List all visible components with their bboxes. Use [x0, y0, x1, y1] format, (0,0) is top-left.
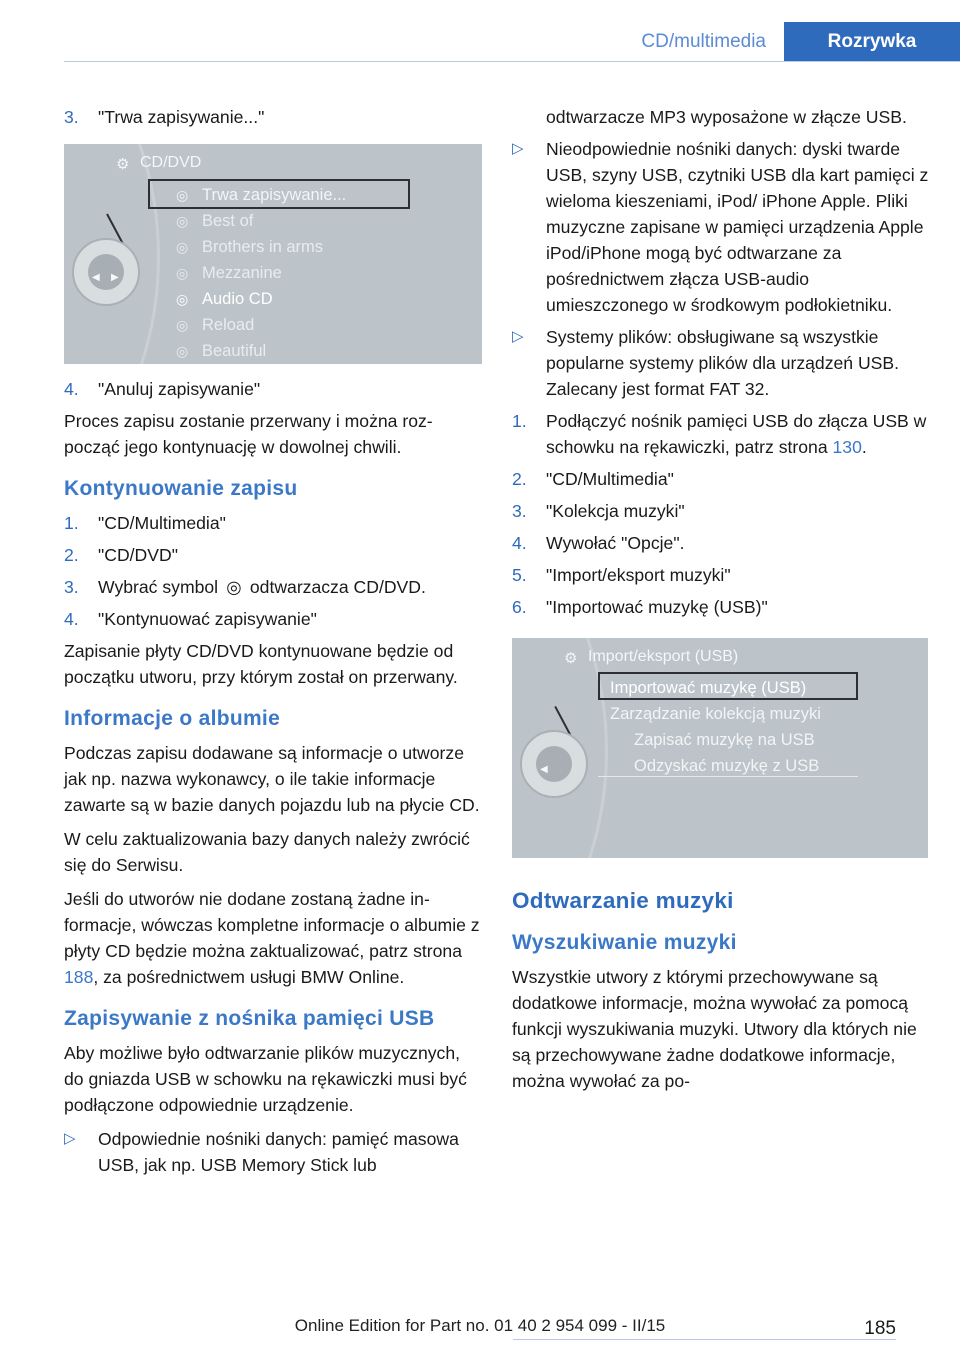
step-text: .: [861, 437, 867, 457]
paragraph: W celu zaktualizowania bazy danych należy zwrócić się do Serwisu.: [64, 829, 470, 875]
step-number: 3.: [512, 501, 527, 521]
menu-row[interactable]: [176, 182, 346, 208]
menu-row[interactable]: [176, 234, 323, 260]
paragraph-text: Jeśli do utworów nie dodane zostaną żadne informacje, wówczas kompletne informacje o albumie z płyty CD będzie można zaktualizować, patrz strona: [64, 889, 480, 961]
step-text: "CD/Multimedia": [546, 469, 674, 489]
step-item: [512, 530, 930, 556]
step-text: "Trwa zapisywanie...": [98, 107, 265, 127]
step-number: 1.: [512, 411, 527, 431]
paragraph: [64, 886, 482, 990]
step-text: "Anuluj zapisywanie": [98, 379, 261, 399]
screen-title: Import/eksport (USB): [588, 648, 739, 665]
bullet-triangle-icon: ▷: [512, 328, 524, 345]
bullet-text: Systemy plików: obsługiwane są wszystkie popularne systemy plików dla urządzeń USB. Zalecany jest format FAT 32.: [546, 327, 900, 399]
menu-row-label: Odzyskać muzykę z USB: [634, 757, 820, 775]
step-number: 3.: [64, 107, 79, 127]
album-icon: ◎: [176, 213, 189, 229]
usb-import-screenshot: [512, 638, 928, 858]
paragraph: Aby możliwe było odtwarzanie plików muzycznych, do gniazda USB w schowku na rękawiczki musi być podłączone odpowiednie urządzenie.: [64, 1043, 467, 1115]
bullet-triangle-icon: ▷: [512, 140, 524, 157]
step-item: [64, 606, 482, 632]
step-number: 3.: [64, 577, 79, 597]
bullet-item: [512, 136, 930, 318]
step-text: Wywołać "Opcje".: [546, 533, 685, 553]
step-item: [64, 376, 482, 402]
menu-row[interactable]: [176, 208, 253, 234]
right-column: [512, 104, 930, 1102]
album-icon: ◎: [176, 343, 189, 359]
page-link[interactable]: 130: [832, 437, 862, 457]
page-link[interactable]: 188: [64, 967, 94, 987]
menu-row-label: Reload: [202, 316, 255, 334]
bullet-text: Nieodpowiednie nośniki danych: dyski twarde USB, szyny USB, czytniki USB dla kart pamięci z wieloma kieszeniami, iPod/ iPhone Apple. Pliki muzyczne zapisane w pamięci urządzenia Apple iPod/iPhone mogą być odtwarzane za pośrednictwem złącza USB-audio umieszczonego w środkowym podłokietniku.: [546, 139, 929, 315]
step-text: "Kolekcja muzyki": [546, 501, 685, 521]
bullet-item: [512, 324, 930, 402]
step-item: [512, 466, 930, 492]
menu-row-label: Beautiful: [202, 342, 267, 360]
album-icon: ◎: [176, 265, 189, 281]
step-number: 4.: [64, 609, 79, 629]
menu-row[interactable]: [176, 312, 254, 338]
disc-icon: ◎: [176, 187, 189, 203]
chapter-tab[interactable]: Rozrywka: [784, 22, 960, 62]
paragraph: Podczas zapisu dodawane są informacje o utworze jak np. nazwa wykonawcy, o ile takie informacje zawarte są w bazie danych pojazdu lub na płycie CD.: [64, 743, 480, 815]
album-icon: ◎: [176, 291, 189, 307]
menu-divider: [598, 776, 858, 777]
section-heading: Informacje o albumie: [64, 707, 281, 730]
footer-rule: [513, 1339, 896, 1340]
controller-knob[interactable]: [72, 238, 140, 306]
menu-row-label: Brothers in arms: [202, 238, 324, 256]
menu-row[interactable]: [176, 338, 266, 364]
chapter-heading: Odtwarzanie muzyki: [512, 888, 734, 913]
bullet-spacer: [512, 104, 546, 130]
paragraph-text: , za pośrednictwem usługi BMW Online.: [93, 967, 405, 987]
step-item: [64, 104, 482, 130]
left-column: [64, 104, 482, 1184]
album-icon: ◎: [176, 317, 189, 333]
step-item: [512, 562, 930, 588]
step-text: "Import/eksport muzyki": [546, 565, 731, 585]
section-heading: Zapisywanie z nośnika pamięci USB: [64, 1007, 435, 1030]
section-tab[interactable]: CD/multimedia: [641, 31, 766, 52]
screen-arc-right: [414, 144, 482, 364]
paragraph: Wszystkie utwory z którymi przechowywane są dodatkowe informacje, można wywołać za pomocą funkcji wyszukiwania muzyki. Utwory dla których nie są przechowywane żadne dodatkowe informacje, można wywołać za po-: [512, 967, 917, 1091]
cd-dvd-screenshot: [64, 144, 482, 364]
menu-row-label: Audio CD: [202, 290, 273, 308]
controller-knob[interactable]: [520, 730, 588, 798]
album-icon: ◎: [176, 239, 189, 255]
step-text: Wybrać symbol: [98, 577, 219, 597]
bullet-item: [64, 1126, 482, 1178]
right-arrow-icon: ▶: [111, 272, 119, 283]
step-item: [64, 574, 482, 600]
step-number: 5.: [512, 565, 527, 585]
paragraph: Proces zapisu zostanie przerwany i można rozpocząć jego kontynuację w dowolnej chwili.: [64, 411, 433, 457]
step-number: 2.: [512, 469, 527, 489]
paragraph: Zapisanie płyty CD/DVD kontynuowane będzie od początku utworu, przy którym został on przerwany.: [64, 641, 458, 687]
menu-row-label: Trwa zapisywanie...: [202, 186, 347, 204]
step-number: 4.: [64, 379, 79, 399]
step-text: "Kontynuować zapisywanie": [98, 609, 317, 629]
bullet-item-continued: [512, 104, 930, 130]
menu-row-label: Mezzanine: [202, 264, 282, 282]
step-text: "Importować muzykę (USB)": [546, 597, 768, 617]
header-rule: [64, 61, 960, 62]
menu-row-label: Best of: [202, 212, 254, 230]
step-text: odtwarzacza CD/DVD.: [249, 577, 426, 597]
step-item: [64, 542, 482, 568]
step-item: [64, 510, 482, 536]
step-number: 2.: [64, 545, 79, 565]
bullet-triangle-icon: ▷: [64, 1130, 76, 1147]
menu-row-label: Importować muzykę (USB): [610, 679, 807, 697]
section-heading: Wyszukiwanie muzyki: [512, 931, 737, 954]
menu-row[interactable]: [176, 260, 282, 286]
bullet-text: Odpowiednie nośniki danych: pamięć masowa USB, jak np. USB Memory Stick lub: [98, 1129, 459, 1175]
menu-row[interactable]: [634, 727, 815, 753]
menu-row[interactable]: [610, 701, 821, 727]
page-number: 185: [864, 1318, 896, 1339]
screen-title: CD/DVD: [140, 154, 202, 171]
settings-icon: ⚙: [564, 650, 578, 667]
step-item: [512, 498, 930, 524]
settings-icon: ⚙: [116, 156, 130, 173]
menu-row[interactable]: [610, 675, 806, 701]
menu-row[interactable]: [176, 286, 273, 312]
step-item: [512, 594, 930, 620]
left-arrow-icon: ◀: [92, 272, 100, 283]
footer-edition: Online Edition for Part no. 01 40 2 954 099 - II/15: [294, 1316, 666, 1335]
left-arrow-icon: ◀: [540, 764, 548, 775]
step-number: 1.: [64, 513, 79, 533]
bullet-text: odtwarzacze MP3 wyposażone w złącze USB.: [546, 107, 907, 127]
page-header: [623, 22, 960, 62]
section-heading: Kontynuowanie zapisu: [64, 477, 298, 500]
cd-symbol-icon: ◎: [226, 577, 242, 597]
step-text: "CD/Multimedia": [98, 513, 226, 533]
step-number: 4.: [512, 533, 527, 553]
step-text: "CD/DVD": [98, 545, 178, 565]
step-item: [512, 408, 930, 460]
step-number: 6.: [512, 597, 527, 617]
menu-row-label: Zarządzanie kolekcją muzyki: [610, 705, 821, 723]
screen-arc-right: [852, 638, 928, 858]
menu-row-label: Zapisać muzykę na USB: [634, 731, 815, 749]
step-text: Podłączyć nośnik pamięci USB do złącza USB w schowku na rękawiczki, patrz strona: [546, 411, 927, 457]
